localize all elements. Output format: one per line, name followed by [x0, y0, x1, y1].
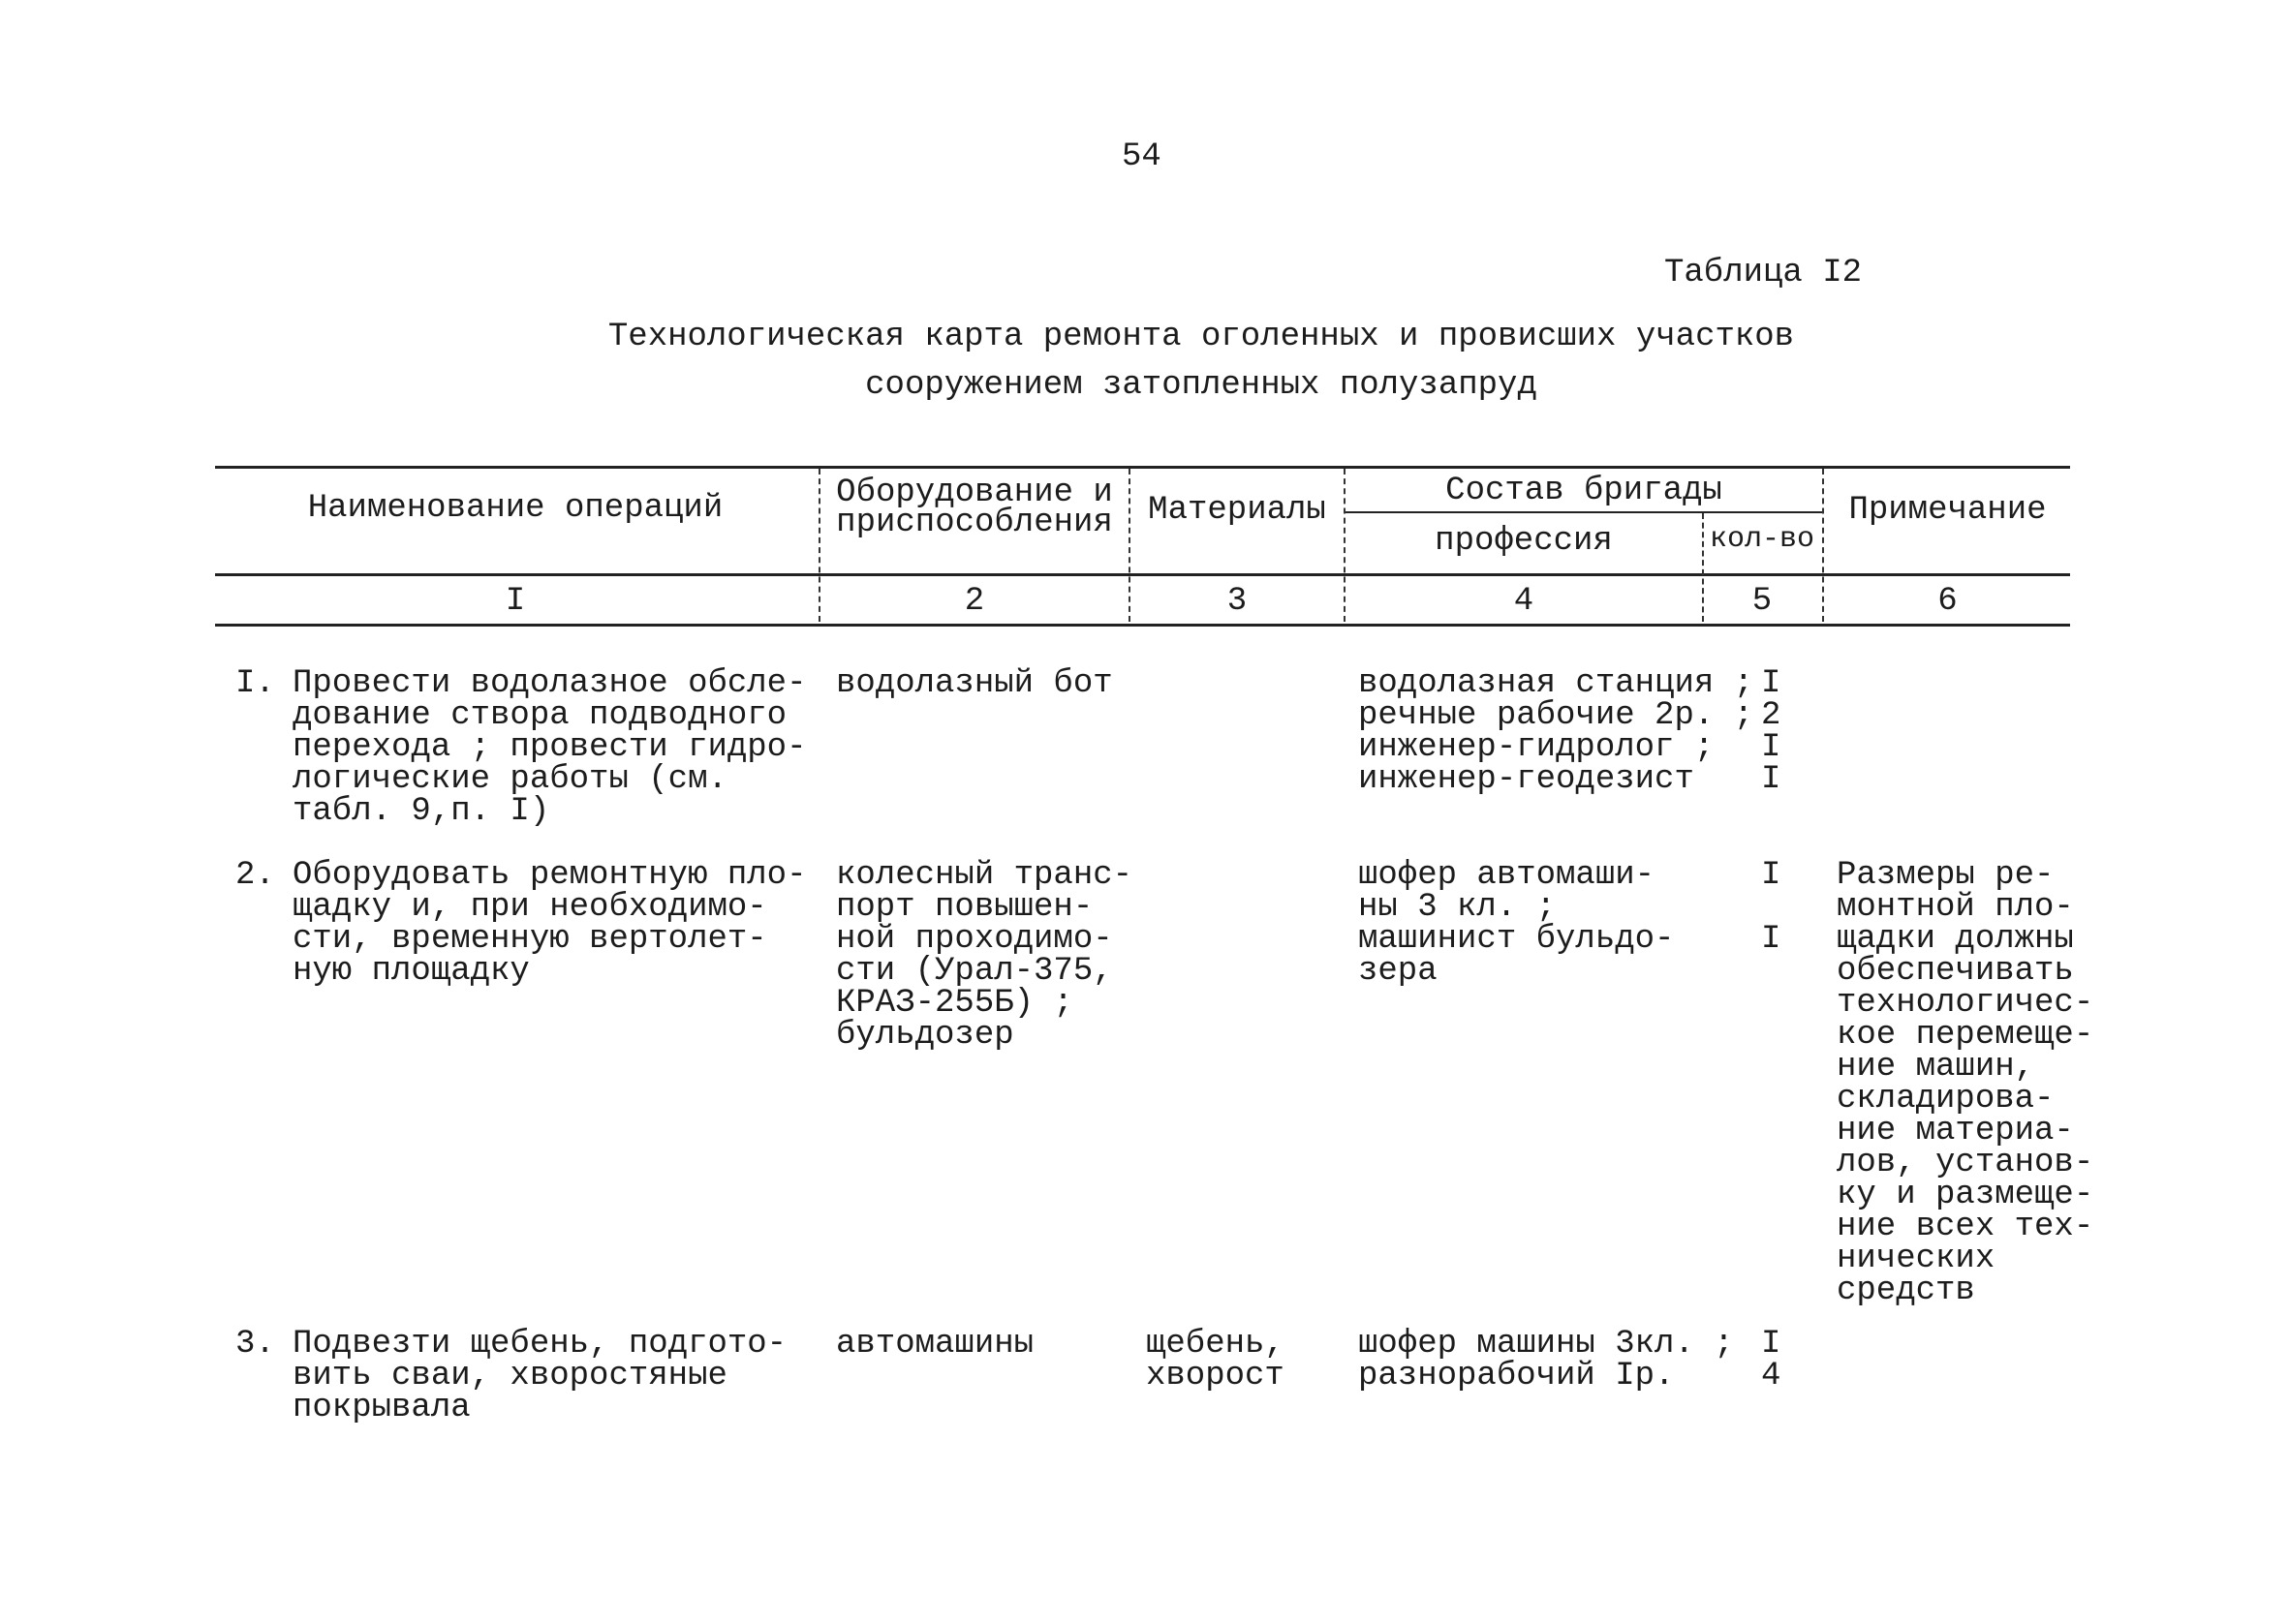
row-number: 2.	[235, 857, 275, 894]
row-profession: водолазная станция ; речные рабочие 2р. ; инженер-гидролог ; инженер-геодезист	[1358, 665, 1754, 798]
page-number: 54	[1122, 138, 1161, 175]
row-operation: Подвезти щебень, подгото- вить сваи, хворостяные покрывала	[293, 1326, 788, 1426]
header-profession: профессия	[1435, 523, 1613, 560]
row-operation: Провести водолазное обсле- дование створа подводного перехода ; провести гидро- логические работы (см. табл. 9,п. I)	[293, 665, 807, 830]
row-notes: Размеры ре- монтной пло- щадки должны обеспечивать технологичес- кое перемеще- ние машин, складирова- ние материа- лов, установ- ку и размеще- ние всех тех- нических средств	[1837, 857, 2094, 1309]
header-notes: Примечание	[1848, 492, 2047, 529]
row-number: 3.	[235, 1326, 275, 1363]
row-equipment: водолазный бот	[836, 665, 1113, 702]
col-divider-2	[1129, 469, 1130, 622]
row-quantity: I I	[1761, 857, 1781, 958]
rule-header-bottom	[215, 573, 2070, 576]
row-equipment: колесный транс- порт повышен- ной проходимо- сти (Урал-375, КРАЗ-255Б) ; бульдозер	[836, 857, 1133, 1054]
header-operations: Наименование операций	[307, 490, 724, 527]
row-equipment: автомашины	[836, 1326, 1035, 1363]
table-title-line1: Технологическая карта ремонта оголенных и провисших участков	[607, 319, 1795, 355]
row-operation: Оборудовать ремонтную пло- щадку и, при необходимо- сти, временную вертолет- ную площадку	[293, 857, 807, 990]
rule-crew	[1344, 511, 1822, 513]
header-crew: Состав бригады	[1445, 473, 1722, 509]
column-number-4: 4	[1513, 583, 1534, 620]
header-materials: Материалы	[1148, 492, 1326, 529]
column-number-6: 6	[1937, 583, 1958, 620]
table-title-line2: сооружением затопленных полузапруд	[865, 367, 1537, 404]
col-divider-3	[1344, 469, 1346, 622]
row-quantity: I 2 I I	[1761, 665, 1781, 798]
row-profession: шофер автомаши- ны 3 кл. ; машинист бульдо- зера	[1358, 857, 1675, 990]
rule-numbers-bottom	[215, 624, 2070, 627]
row-quantity: I 4	[1761, 1326, 1781, 1394]
table-label: Таблица I2	[1664, 255, 1863, 291]
header-quantity: кол-во	[1709, 523, 1815, 556]
header-equipment: Оборудование и приспособления	[836, 475, 1113, 541]
column-number-2: 2	[964, 583, 985, 620]
column-number-1: I	[505, 583, 526, 620]
rule-top	[215, 466, 2070, 469]
row-materials: щебень, хворост	[1146, 1326, 1284, 1394]
row-profession: шофер машины 3кл. ; разнорабочий Iр.	[1358, 1326, 1734, 1394]
row-number: I.	[235, 665, 275, 702]
column-number-3: 3	[1226, 583, 1248, 620]
col-divider-1	[819, 469, 820, 622]
col-divider-5	[1822, 469, 1824, 622]
column-number-5: 5	[1751, 583, 1773, 620]
